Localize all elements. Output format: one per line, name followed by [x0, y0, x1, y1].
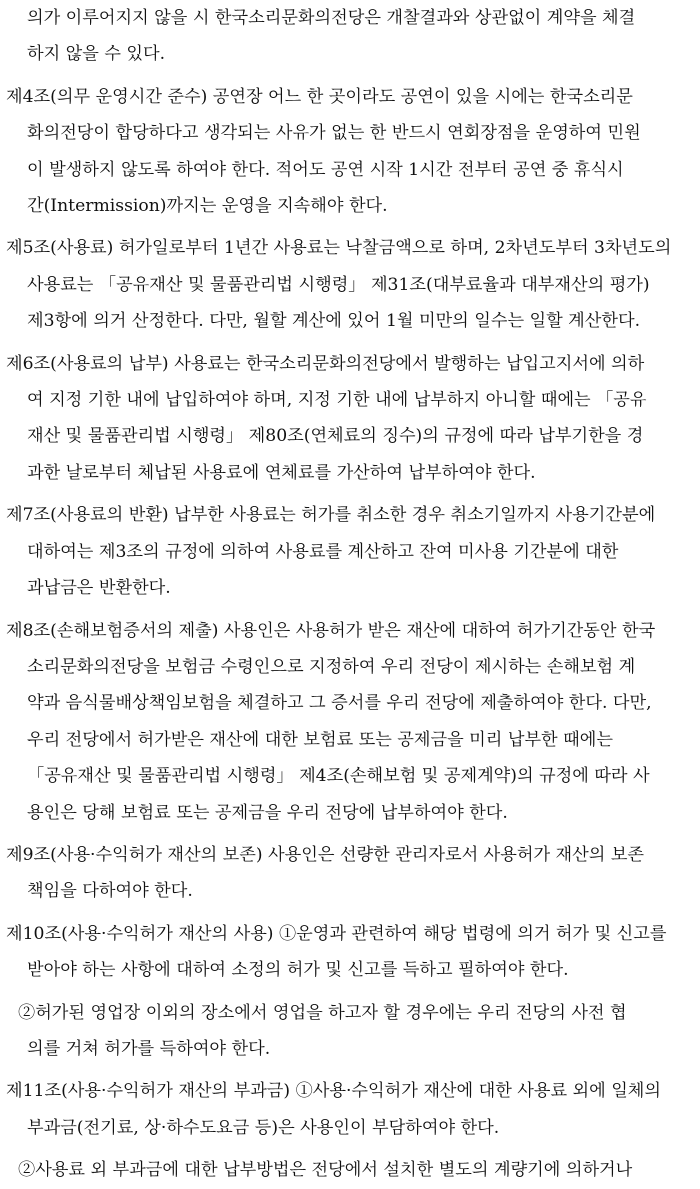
text-line: 간(Intermission)까지는 운영을 지속해야 한다. [27, 196, 388, 217]
text-line: 대하여는 제3조의 규정에 의하여 사용료를 계산하고 잔여 미사용 기간분에 대한 [27, 541, 619, 562]
text-line: 용인은 당해 보험료 또는 공제금을 우리 전당에 납부하여야 한다. [27, 802, 508, 823]
article-heading-line: 제10조(사용·수익허가 재산의 사용) ①운영과 관련하여 해당 법령에 의거 허가 및 신고를 [6, 923, 667, 944]
article-heading-line: 제9조(사용·수익허가 재산의 보존) 사용인은 선량한 관리자로서 사용허가 재산의 보존 [6, 844, 645, 865]
text-line: 화의전당이 합당하다고 생각되는 사유가 없는 한 반드시 연회장점을 운영하여 민원 [27, 123, 641, 144]
paragraph-article-11-item-2 [6, 1152, 682, 1188]
text-line: 사용료는 「공유재산 및 물품관리법 시행령」 제31조(대부료율과 대부재산의 평가) [27, 274, 650, 295]
text-line: 과한 날로부터 체납된 사용료에 연체료를 가산하여 납부하여야 한다. [27, 462, 536, 483]
article-heading-line: 제11조(사용·수익허가 재산의 부과금) ①사용·수익허가 재산에 대한 사용료 외에 일체의 [6, 1081, 662, 1102]
text-line: 과납금은 반환한다. [27, 578, 171, 599]
text-line: 의를 거쳐 허가를 득하여야 한다. [27, 1038, 271, 1059]
text-line: 이 발생하지 않도록 하여야 한다. 적어도 공연 시작 1시간 전부터 공연 중 휴식시 [27, 159, 624, 180]
paragraph-article-10 [6, 916, 682, 989]
text-line: 재산 및 물품관리법 시행령」 제80조(연체료의 징수)의 규정에 따라 납부기한을 경 [27, 426, 644, 447]
text-line: 약과 음식물배상책임보험을 체결하고 그 증서를 우리 전당에 제출하여야 한다. 다만, [27, 693, 652, 714]
text-line: 책임을 다하여야 한다. [27, 881, 193, 902]
text-line: 부과금(전기료, 상·하수도요금 등)은 사용인이 부담하여야 한다. [27, 1117, 500, 1138]
paragraph-article-10-item-2 [6, 995, 682, 1068]
text-line: 의가 이루어지지 않을 시 한국소리문화의전당은 개찰결과와 상관없이 계약을 체결 [27, 8, 636, 28]
article-heading-line: 제4조(의무 운영시간 준수) 공연장 어느 한 곳이라도 공연이 있을 시에는 한국소리문 [6, 86, 633, 107]
article-heading-line: 제6조(사용료의 납부) 사용료는 한국소리문화의전당에서 발행하는 납입고지서에 의하 [6, 353, 645, 374]
paragraph-article-9 [6, 837, 682, 910]
text-line: 여 지정 기한 내에 납입하여야 하며, 지정 기한 내에 납부하지 아니할 때에는 「공유 [27, 390, 647, 411]
article-heading-line: 제5조(사용료) 허가일로부터 1년간 사용료는 낙찰금액으로 하며, 2차년도부터 3차년도의 [6, 238, 672, 259]
paragraph-article-3-continued [6, 0, 682, 73]
paragraph-article-6 [6, 346, 682, 492]
article-heading-line: 제7조(사용료의 반환) 납부한 사용료는 허가를 취소한 경우 취소기일까지 사용기간분에 [6, 505, 656, 526]
text-line: 하지 않을 수 있다. [27, 44, 166, 65]
text-line: 「공유재산 및 물품관리법 시행령」 제4조(손해보험 및 공제계약)의 규정에 따라 사 [27, 766, 650, 787]
paragraph-article-7 [6, 497, 682, 606]
text-line: 제3항에 의거 산정한다. 다만, 월할 계산에 있어 1월 미만의 일수는 일할 계산한다. [27, 311, 641, 332]
paragraph-article-8 [6, 613, 682, 831]
text-line: 소리문화의전당을 보험금 수령인으로 지정하여 우리 전당이 제시하는 손해보험 계 [27, 656, 636, 677]
sub-item-line: ②사용료 외 부과금에 대한 납부방법은 전당에서 설치한 별도의 계량기에 의하거나 [18, 1160, 633, 1181]
paragraph-article-4 [6, 79, 682, 225]
text-line: 우리 전당에서 허가받은 재산에 대한 보험료 또는 공제금을 미리 납부한 때에는 [27, 729, 613, 750]
text-line: 받아야 하는 사항에 대하여 소정의 허가 및 신고를 득하고 필하여야 한다. [27, 960, 569, 981]
sub-item-line: ②허가된 영업장 이외의 장소에서 영업을 하고자 할 경우에는 우리 전당의 사전 협 [18, 1002, 627, 1023]
article-heading-line: 제8조(손해보험증서의 제출) 사용인은 사용허가 받은 재산에 대하여 허가기간동안 한국 [6, 620, 656, 641]
paragraph-article-5 [6, 230, 682, 339]
paragraph-article-11 [6, 1073, 682, 1146]
